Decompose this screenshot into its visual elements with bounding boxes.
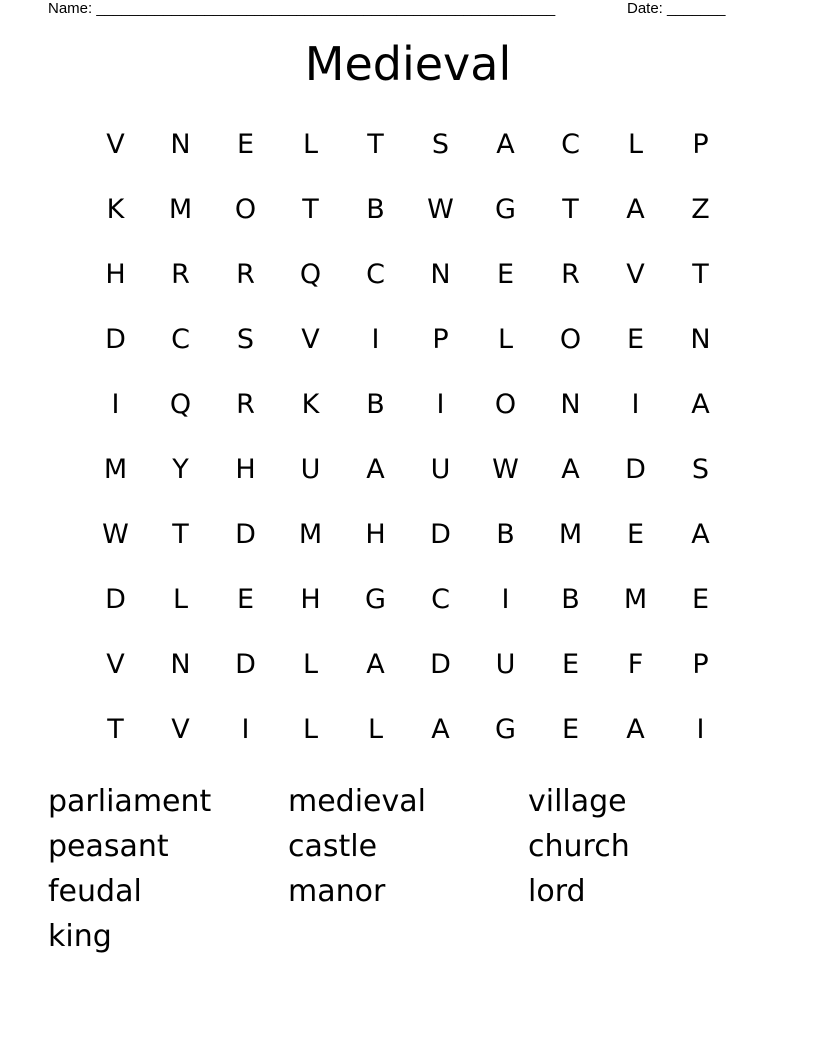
word-row <box>48 914 768 959</box>
grid-row <box>83 502 733 567</box>
grid-letter[interactable]: T <box>367 129 384 160</box>
grid-letter[interactable]: G <box>365 584 386 615</box>
grid-letter[interactable]: L <box>172 584 189 615</box>
grid-letter[interactable]: R <box>236 259 255 290</box>
grid-letter[interactable]: T <box>172 519 189 550</box>
word-list-item: king <box>48 919 112 954</box>
word-list-item: feudal <box>48 874 142 909</box>
grid-row <box>83 697 733 762</box>
word-list <box>48 779 768 959</box>
grid-letter[interactable]: R <box>561 259 580 290</box>
grid-letter[interactable]: Z <box>691 194 710 225</box>
grid-letter[interactable]: W <box>102 519 129 550</box>
grid-letter[interactable]: V <box>301 324 320 355</box>
grid-letter[interactable]: L <box>497 324 514 355</box>
grid-letter[interactable]: S <box>691 454 710 485</box>
grid-letter[interactable]: A <box>496 129 515 160</box>
grid-letter[interactable]: E <box>236 584 255 615</box>
grid-row <box>83 632 733 697</box>
grid-letter[interactable]: A <box>626 194 645 225</box>
grid-letter[interactable]: K <box>106 194 125 225</box>
grid-letter[interactable]: T <box>107 714 124 745</box>
grid-letter[interactable]: I <box>501 584 510 615</box>
word-row <box>48 779 768 824</box>
grid-row <box>83 437 733 502</box>
grid-row <box>83 177 733 242</box>
grid-letter[interactable]: I <box>631 389 640 420</box>
grid-letter[interactable]: P <box>432 324 449 355</box>
grid-letter[interactable]: C <box>366 259 385 290</box>
grid-letter[interactable]: A <box>431 714 450 745</box>
grid-letter[interactable]: E <box>561 649 580 680</box>
grid-letter[interactable]: M <box>298 519 323 550</box>
grid-letter[interactable]: A <box>561 454 580 485</box>
grid-letter[interactable]: B <box>366 194 385 225</box>
grid-letter[interactable]: H <box>365 519 386 550</box>
grid-letter[interactable]: O <box>234 194 257 225</box>
header-line <box>0 0 816 20</box>
grid-letter[interactable]: A <box>366 454 385 485</box>
word-list-item: parliament <box>48 784 212 819</box>
grid-letter[interactable]: L <box>627 129 644 160</box>
grid-letter[interactable]: D <box>105 324 126 355</box>
grid-letter[interactable]: A <box>691 389 710 420</box>
grid-letter[interactable]: P <box>692 129 709 160</box>
grid-letter[interactable]: T <box>562 194 579 225</box>
grid-letter[interactable]: H <box>235 454 256 485</box>
grid-letter[interactable]: V <box>626 259 645 290</box>
grid-row <box>83 372 733 437</box>
grid-letter[interactable]: O <box>559 324 582 355</box>
grid-letter[interactable]: A <box>626 714 645 745</box>
grid-letter[interactable]: E <box>626 519 645 550</box>
grid-letter[interactable]: N <box>690 324 711 355</box>
grid-letter[interactable]: B <box>496 519 515 550</box>
grid-letter[interactable]: C <box>431 584 450 615</box>
grid-letter[interactable]: D <box>235 649 256 680</box>
grid-letter[interactable]: R <box>236 389 255 420</box>
grid-letter[interactable]: C <box>561 129 580 160</box>
grid-letter[interactable]: B <box>366 389 385 420</box>
grid-letter[interactable]: W <box>492 454 519 485</box>
grid-letter[interactable]: H <box>105 259 126 290</box>
grid-letter[interactable]: G <box>495 714 516 745</box>
grid-letter[interactable]: K <box>301 389 320 420</box>
grid-letter[interactable]: D <box>625 454 646 485</box>
grid-letter[interactable]: L <box>367 714 384 745</box>
grid-letter[interactable]: I <box>371 324 380 355</box>
grid-letter[interactable]: E <box>236 129 255 160</box>
grid-letter[interactable]: T <box>692 259 709 290</box>
word-list-item: manor <box>288 874 386 909</box>
grid-letter[interactable]: U <box>430 454 451 485</box>
word-row <box>48 824 768 869</box>
grid-letter[interactable]: N <box>170 129 191 160</box>
grid-letter[interactable]: M <box>623 584 648 615</box>
grid-letter[interactable]: F <box>627 649 644 680</box>
grid-letter[interactable]: B <box>561 584 580 615</box>
grid-letter[interactable]: U <box>495 649 516 680</box>
grid-letter[interactable]: P <box>692 649 709 680</box>
word-list-item: peasant <box>48 829 169 864</box>
grid-letter[interactable]: N <box>170 649 191 680</box>
grid-letter[interactable]: M <box>103 454 128 485</box>
date-field[interactable]: Date: _______ <box>627 0 726 17</box>
grid-letter[interactable]: W <box>427 194 454 225</box>
grid-letter[interactable]: D <box>105 584 126 615</box>
grid-letter[interactable]: V <box>171 714 190 745</box>
grid-letter[interactable]: D <box>430 519 451 550</box>
grid-letter[interactable]: V <box>106 649 125 680</box>
grid-letter[interactable]: T <box>302 194 319 225</box>
grid-letter[interactable]: L <box>302 649 319 680</box>
grid-letter[interactable]: M <box>558 519 583 550</box>
grid-letter[interactable]: Q <box>299 259 322 290</box>
grid-letter[interactable]: U <box>300 454 321 485</box>
grid-letter[interactable]: E <box>626 324 645 355</box>
word-list-item: lord <box>528 874 586 909</box>
grid-letter[interactable]: H <box>300 584 321 615</box>
grid-letter[interactable]: I <box>111 389 120 420</box>
grid-letter[interactable]: D <box>430 649 451 680</box>
grid-letter[interactable]: E <box>496 259 515 290</box>
page-title: Medieval <box>304 37 512 91</box>
grid-letter[interactable]: O <box>494 389 517 420</box>
grid-letter[interactable]: R <box>171 259 190 290</box>
grid-letter[interactable]: A <box>366 649 385 680</box>
grid-letter[interactable]: Q <box>169 389 192 420</box>
grid-letter[interactable]: E <box>691 584 710 615</box>
grid-letter[interactable]: I <box>241 714 250 745</box>
grid-letter[interactable]: N <box>560 389 581 420</box>
grid-letter[interactable]: C <box>171 324 190 355</box>
grid-letter[interactable]: D <box>235 519 256 550</box>
grid-row <box>83 242 733 307</box>
grid-row <box>83 112 733 177</box>
word-list-item: castle <box>288 829 378 864</box>
grid-row <box>83 567 733 632</box>
grid-row <box>83 307 733 372</box>
grid-letter[interactable]: A <box>691 519 710 550</box>
grid-letter[interactable]: S <box>431 129 450 160</box>
grid-letter[interactable]: I <box>696 714 705 745</box>
word-list-item: medieval <box>288 784 426 819</box>
grid-letter[interactable]: I <box>436 389 445 420</box>
grid-letter[interactable]: M <box>168 194 193 225</box>
grid-letter[interactable]: Y <box>172 454 189 485</box>
grid-letter[interactable]: E <box>561 714 580 745</box>
word-row <box>48 869 768 914</box>
grid-letter[interactable]: L <box>302 714 319 745</box>
name-field[interactable]: Name: _______________________________________________________ <box>48 0 556 17</box>
grid-letter[interactable]: V <box>106 129 125 160</box>
word-search-grid <box>83 112 733 762</box>
word-list-item: church <box>528 829 630 864</box>
grid-letter[interactable]: G <box>495 194 516 225</box>
grid-letter[interactable]: N <box>430 259 451 290</box>
word-list-item: village <box>528 784 627 819</box>
grid-letter[interactable]: L <box>302 129 319 160</box>
grid-letter[interactable]: S <box>236 324 255 355</box>
